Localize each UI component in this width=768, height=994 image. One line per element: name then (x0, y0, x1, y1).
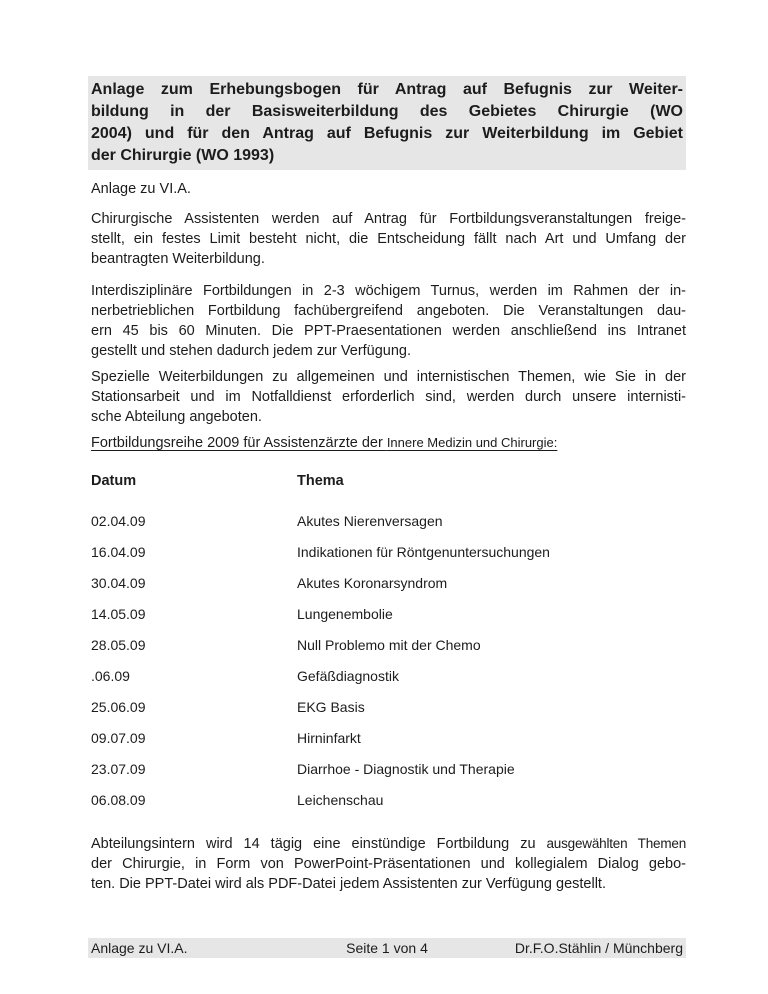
row-date: 28.05.09 (91, 637, 146, 653)
page-content (88, 0, 686, 894)
paragraph-line: sche Abteilung angeboten. (91, 409, 262, 425)
table-row (91, 791, 686, 809)
document-title (88, 76, 686, 170)
row-date: 06.08.09 (91, 792, 146, 808)
title-line: 2004) und für den Antrag auf Befugnis zur Weiterbildung im Gebiet (91, 125, 683, 142)
paragraph-line: ten. Die PPT-Datei wird als PDF-Datei jedem Assistenten zur Verfügung gestellt. (91, 876, 606, 892)
footer-annex-reference: Anlage zu VI.A. (91, 940, 188, 956)
schedule-heading-main: Fortbildungsreihe 2009 für Assistenzärzte der (91, 435, 387, 451)
table-row (91, 760, 686, 778)
row-topic: Hirninfarkt (297, 730, 361, 746)
row-date: 25.06.09 (91, 699, 146, 715)
row-date: .06.09 (91, 668, 130, 684)
paragraph-spezielle (88, 367, 686, 427)
closing-paragraph (88, 834, 686, 894)
annex-reference: Anlage zu VI.A. (91, 181, 191, 197)
row-topic: Leichenschau (297, 792, 384, 808)
schedule-table-body (88, 512, 686, 809)
table-row (91, 605, 686, 623)
paragraph-line: gestellt und stehen dadurch jedem zur Verfügung. (91, 343, 412, 359)
paragraph-line (91, 834, 686, 854)
row-topic: Gefäßdiagnostik (297, 668, 399, 684)
page-footer (88, 938, 686, 958)
row-date: 02.04.09 (91, 513, 146, 529)
row-topic: Diarrhoe - Diagnostik und Therapie (297, 761, 515, 777)
row-topic: Null Problemo mit der Chemo (297, 637, 481, 653)
paragraph-line: nerbetrieblichen Fortbildung fachübergreifend angeboten. Die Veranstaltungen dau- (91, 303, 686, 319)
row-date: 16.04.09 (91, 544, 146, 560)
row-date: 09.07.09 (91, 730, 146, 746)
paragraph-line: Stationsarbeit und im Notfalldienst erforderlich sind, werden durch unsere internisti- (91, 389, 686, 405)
row-date: 14.05.09 (91, 606, 146, 622)
row-date: 30.04.09 (91, 575, 146, 591)
title-line: bildung in der Basisweiterbildung des Gebietes Chirurgie (WO (91, 103, 683, 120)
table-row (91, 698, 686, 716)
closing-line1-pre: Abteilungsintern wird 14 tägig eine einstündige Fortbildung zu (91, 836, 547, 852)
paragraph-line: Interdisziplinäre Fortbildungen in 2-3 wöchigem Turnus, werden im Rahmen der in- (91, 283, 686, 299)
row-topic: Akutes Koronarsyndrom (297, 575, 448, 591)
title-line: der Chirurgie (WO 1993) (91, 147, 275, 164)
table-row (91, 543, 686, 561)
closing-line1-alt: ausgewählten Themen (546, 836, 687, 851)
row-date: 23.07.09 (91, 761, 146, 777)
row-topic: Indikationen für Röntgenuntersuchungen (297, 544, 550, 560)
paragraph-line: stellt, ein festes Limit besteht nicht, die Entscheidung fällt nach Art und Umfang der (91, 231, 686, 247)
paragraph-freistellung (88, 209, 686, 269)
paragraph-line: der Chirurgie, in Form von PowerPoint-Präsentationen und kollegialem Dialog gebo- (91, 856, 686, 872)
column-header-datum: Datum (91, 473, 137, 489)
footer-page-number: Seite 1 von 4 (346, 940, 428, 956)
schedule-heading-secondary: Innere Medizin und Chirurgie: (386, 435, 558, 450)
row-topic: Akutes Nierenversagen (297, 513, 443, 529)
paragraph-line: Spezielle Weiterbildungen zu allgemeinen und internistischen Themen, wie Sie in der (91, 369, 686, 385)
paragraph-line: ern 45 bis 60 Minuten. Die PPT-Praesentationen werden anschließend ins Intranet (91, 323, 686, 339)
row-topic: EKG Basis (297, 699, 365, 715)
row-topic: Lungenembolie (297, 606, 393, 622)
paragraph-line: Chirurgische Assistenten werden auf Antrag für Fortbildungsveranstaltungen freige- (91, 211, 686, 227)
table-row (91, 574, 686, 592)
footer-author: Dr.F.O.Stählin / Münchberg (514, 940, 683, 956)
schedule-heading (88, 433, 686, 453)
title-line: Anlage zum Erhebungsbogen für Antrag auf Befugnis zur Weiter- (91, 81, 683, 98)
table-row (91, 512, 686, 530)
table-row (91, 667, 686, 685)
schedule-table-header (88, 472, 686, 490)
paragraph-line: beantragten Weiterbildung. (91, 251, 265, 267)
table-row (91, 729, 686, 747)
paragraph-interdisziplinaer (88, 281, 686, 361)
column-header-thema: Thema (297, 473, 344, 489)
table-row (91, 636, 686, 654)
